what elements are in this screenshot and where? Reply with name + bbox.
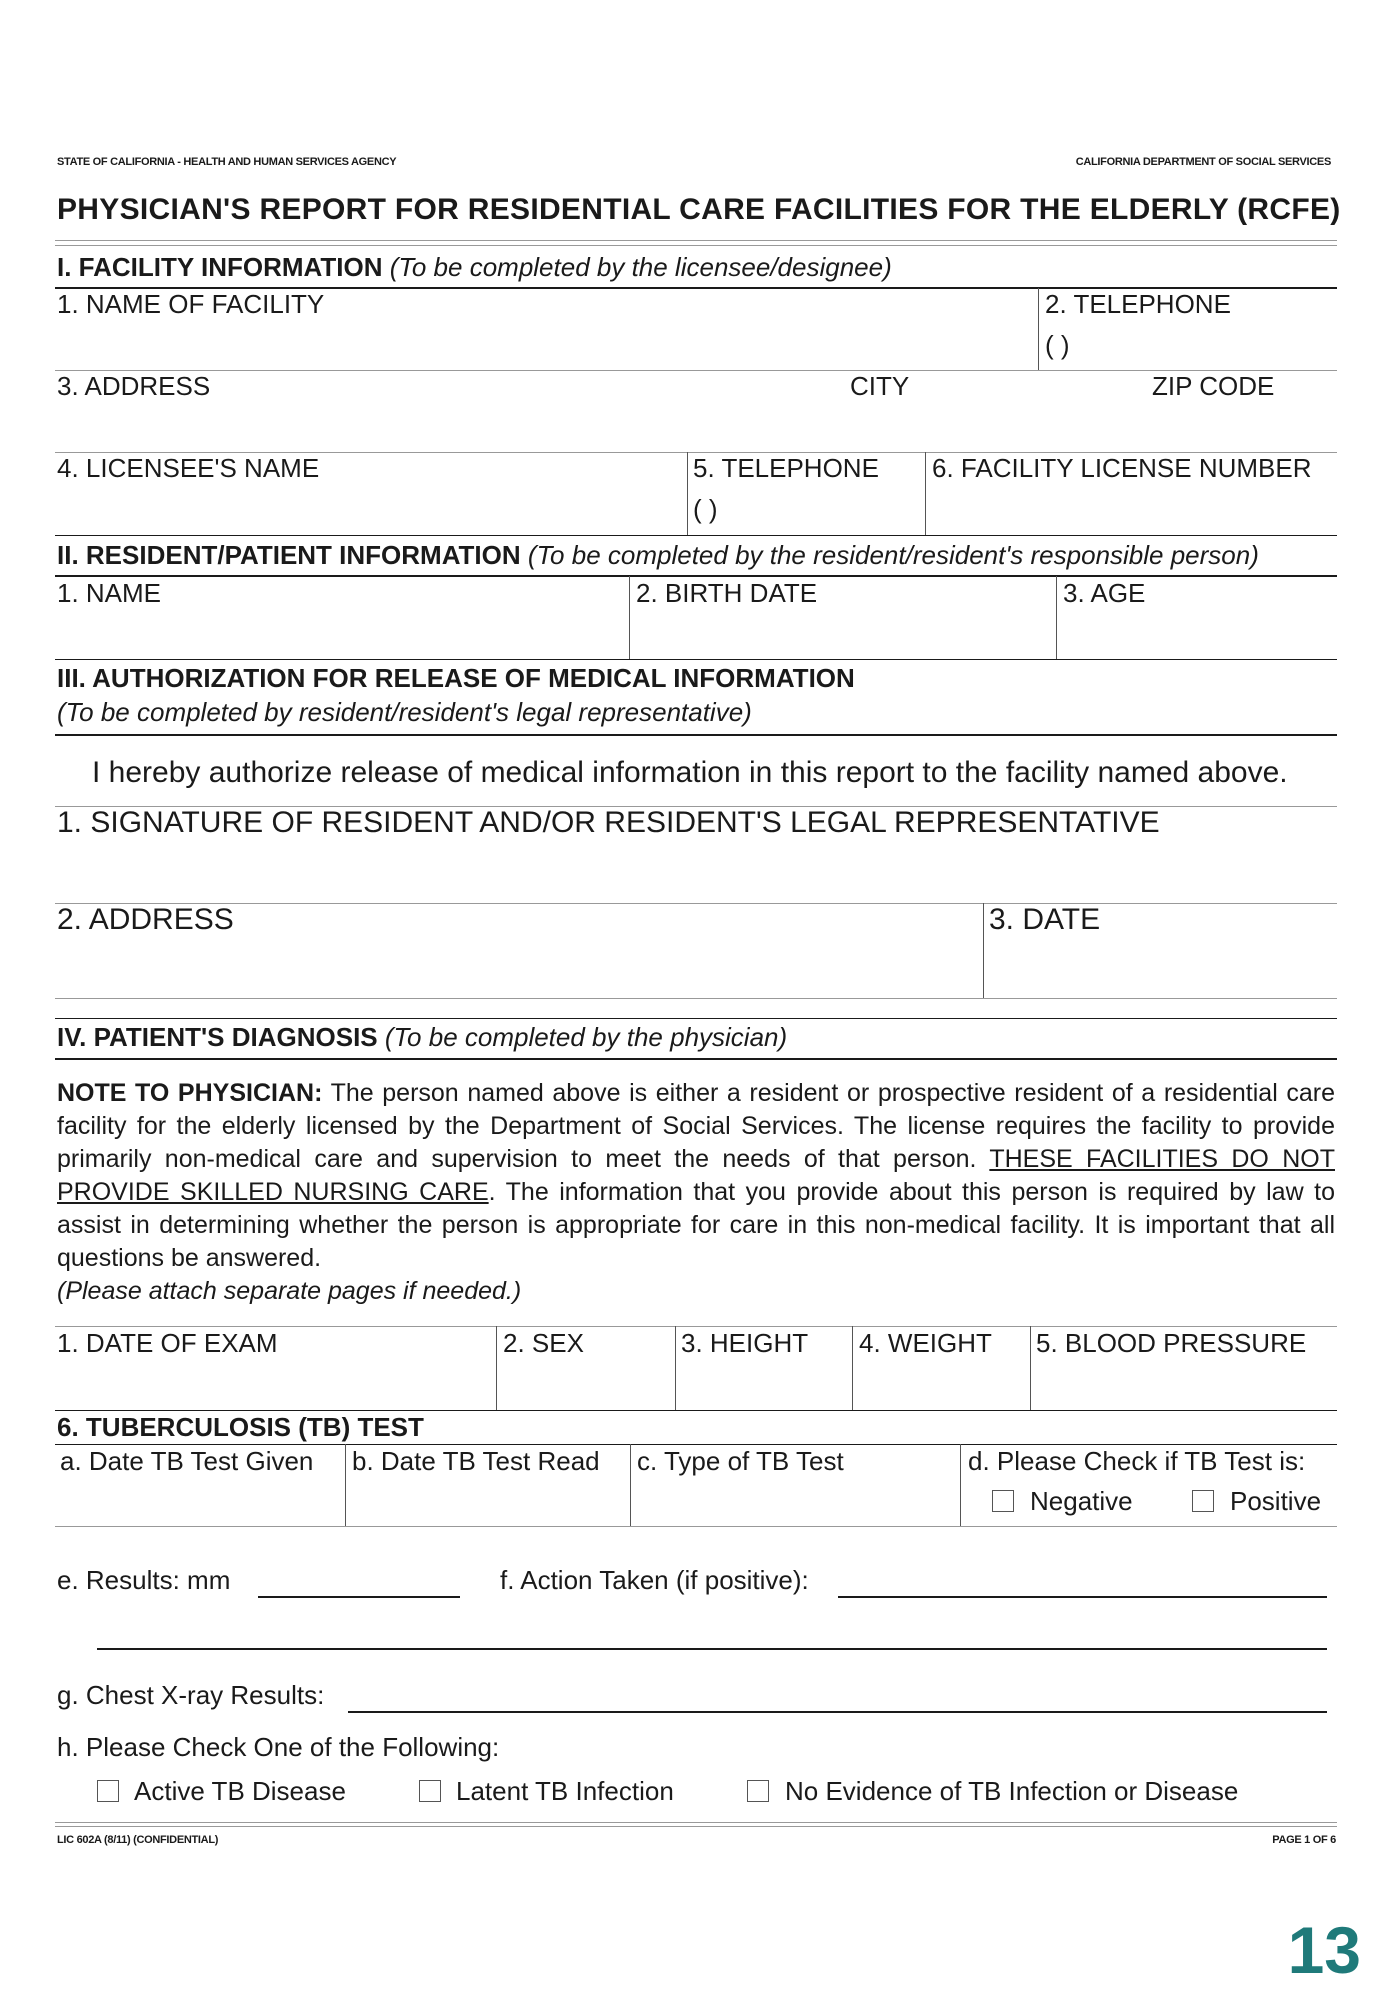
facility-name-label: 1. NAME OF FACILITY — [57, 289, 325, 319]
tb-date-read-input[interactable] — [355, 1484, 629, 1524]
section-2-note: (To be completed by the resident/resident's responsible person) — [527, 540, 1259, 570]
sex-input[interactable] — [506, 1364, 675, 1406]
rep-address-input[interactable] — [60, 945, 979, 991]
divider — [55, 1822, 1337, 1823]
check-one-label: h. Please Check One of the Following: — [57, 1732, 500, 1762]
no-evidence-checkbox[interactable] — [747, 1780, 769, 1802]
divider — [55, 1018, 1337, 1019]
physician-note-text-1: The person named above is either a resident or prospective resident of a residential care facility for the elderly licensed by the Department of Social Services. The license requires the facility to provide primarily non-medical care and supervision to meet the needs of that person. — [57, 1079, 1336, 1173]
facility-telephone-parens: ( ) — [1045, 330, 1070, 360]
rep-date-input[interactable] — [993, 945, 1335, 991]
no-evidence-label: No Evidence of TB Infection or Disease — [785, 1776, 1239, 1806]
divider — [1030, 1326, 1031, 1410]
action-taken-input[interactable] — [838, 1562, 1327, 1598]
divider — [983, 903, 984, 998]
rep-date-label: 3. DATE — [989, 903, 1101, 936]
physician-note-underlined: THESE FACILITIES DO NOT PROVIDE SKILLED NURSING CARE — [57, 1145, 1335, 1206]
results-label: e. Results: mm — [57, 1565, 231, 1595]
physician-note-text-2: . The information that you provide about this person is required by law to assist in determining whether the person is appropriate for care in this non-medical facility. It is important that all questions be answered. — [57, 1178, 1335, 1272]
positive-checkbox[interactable] — [1192, 1490, 1214, 1512]
negative-checkbox[interactable] — [992, 1490, 1014, 1512]
action-taken-label: f. Action Taken (if positive): — [500, 1565, 809, 1595]
height-input[interactable] — [684, 1364, 853, 1406]
age-label: 3. AGE — [1063, 578, 1146, 608]
divider — [55, 535, 1337, 536]
divider — [55, 734, 1337, 736]
positive-label: Positive — [1230, 1486, 1322, 1516]
section-3-note: (To be completed by resident/resident's legal representative) — [57, 697, 752, 727]
divider — [630, 1444, 631, 1526]
divider — [55, 1058, 1337, 1060]
latent-tb-checkbox[interactable] — [419, 1780, 441, 1802]
section-4-title: IV. PATIENT'S DIAGNOSIS — [57, 1022, 378, 1052]
age-input[interactable] — [1066, 612, 1335, 654]
exam-date-label: 1. DATE OF EXAM — [57, 1328, 278, 1358]
authorization-statement: I hereby authorize release of medical information in this report to the facility named above. — [92, 756, 1288, 789]
divider — [55, 1326, 1337, 1327]
section-3-heading: III. AUTHORIZATION FOR RELEASE OF MEDICAL INFORMATION — [57, 663, 855, 693]
facility-zip-label: ZIP CODE — [1152, 371, 1275, 401]
page-indicator: PAGE 1 OF 6 — [1272, 1834, 1336, 1846]
section-4-note: (To be completed by the physician) — [384, 1022, 788, 1052]
divider — [345, 1444, 346, 1526]
divider — [55, 240, 1337, 241]
physician-note-title: NOTE TO PHYSICIAN: — [57, 1079, 323, 1107]
results-input[interactable] — [258, 1562, 460, 1598]
agency-left: STATE OF CALIFORNIA - HEALTH AND HUMAN SERVICES AGENCY — [57, 156, 397, 168]
birth-date-label: 2. BIRTH DATE — [636, 578, 818, 608]
latent-tb-label: Latent TB Infection — [456, 1776, 674, 1806]
divider — [1038, 288, 1039, 370]
active-tb-label: Active TB Disease — [134, 1776, 346, 1806]
negative-label: Negative — [1030, 1486, 1133, 1516]
section-2-title: II. RESIDENT/PATIENT INFORMATION — [57, 540, 521, 570]
divider — [55, 659, 1337, 660]
height-label: 3. HEIGHT — [681, 1328, 809, 1358]
licensee-telephone-label: 5. TELEPHONE — [693, 453, 879, 483]
license-number-label: 6. FACILITY LICENSE NUMBER — [932, 453, 1312, 483]
divider — [629, 576, 630, 659]
divider — [675, 1326, 676, 1410]
page-number: 13 — [1287, 1913, 1361, 1987]
divider — [55, 903, 1337, 904]
tb-type-label: c. Type of TB Test — [637, 1446, 844, 1476]
tb-check-label: d. Please Check if TB Test is: — [968, 1446, 1306, 1476]
signature-input[interactable] — [60, 852, 1334, 898]
signature-label: 1. SIGNATURE OF RESIDENT AND/OR RESIDENT'S LEGAL REPRESENTATIVE — [57, 806, 1160, 839]
facility-telephone-label: 2. TELEPHONE — [1045, 289, 1231, 319]
divider — [55, 575, 1337, 577]
tb-date-read-label: b. Date TB Test Read — [352, 1446, 600, 1476]
weight-label: 4. WEIGHT — [859, 1328, 992, 1358]
section-4-heading — [57, 1022, 787, 1053]
facility-address-label: 3. ADDRESS — [57, 371, 211, 401]
blood-pressure-label: 5. BLOOD PRESSURE — [1036, 1328, 1307, 1358]
divider — [925, 452, 926, 535]
section-1-note: (To be completed by the licensee/designee) — [389, 252, 892, 282]
tb-type-input[interactable] — [640, 1484, 956, 1524]
divider — [55, 1826, 1337, 1827]
licensee-name-input[interactable] — [60, 487, 684, 529]
physician-note-attach: (Please attach separate pages if needed.) — [57, 1277, 522, 1305]
tb-test-heading: 6. TUBERCULOSIS (TB) TEST — [57, 1412, 424, 1442]
divider — [55, 245, 1337, 246]
rep-address-label: 2. ADDRESS — [57, 903, 234, 936]
xray-input[interactable] — [348, 1677, 1327, 1713]
divider — [496, 1326, 497, 1410]
divider — [55, 1526, 1337, 1527]
agency-right: CALIFORNIA DEPARTMENT OF SOCIAL SERVICES — [1075, 156, 1331, 168]
divider — [960, 1444, 961, 1526]
divider — [55, 1444, 1337, 1445]
section-1-title: I. FACILITY INFORMATION — [57, 252, 383, 282]
xray-label: g. Chest X-ray Results: — [57, 1680, 325, 1710]
form-id: LIC 602A (8/11) (CONFIDENTIAL) — [57, 1834, 219, 1846]
action-taken-continued-input[interactable] — [97, 1614, 1327, 1650]
resident-name-input[interactable] — [60, 612, 624, 654]
active-tb-checkbox[interactable] — [97, 1780, 119, 1802]
divider — [55, 1410, 1337, 1411]
section-1-heading — [57, 252, 892, 283]
facility-name-input[interactable] — [60, 323, 1034, 365]
divider — [852, 1326, 853, 1410]
licensee-telephone-input[interactable] — [775, 490, 919, 530]
divider — [55, 998, 1337, 999]
licensee-telephone-parens: ( ) — [693, 494, 718, 524]
tb-date-given-label: a. Date TB Test Given — [60, 1446, 314, 1476]
exam-date-input[interactable] — [60, 1364, 494, 1406]
physician-note — [57, 1077, 1335, 1308]
birth-date-input[interactable] — [640, 612, 1054, 654]
blood-pressure-input[interactable] — [1040, 1364, 1334, 1406]
resident-name-label: 1. NAME — [57, 578, 162, 608]
facility-address-input[interactable] — [60, 405, 1334, 447]
section-2-heading — [57, 540, 1259, 571]
facility-city-label: CITY — [850, 371, 910, 401]
form-title: PHYSICIAN'S REPORT FOR RESIDENTIAL CARE FACILITIES FOR THE ELDERLY (RCFE) — [57, 193, 1341, 226]
tb-date-given-input[interactable] — [62, 1484, 341, 1524]
divider — [1056, 576, 1057, 659]
facility-telephone-input[interactable] — [1125, 326, 1329, 366]
licensee-name-label: 4. LICENSEE'S NAME — [57, 453, 320, 483]
weight-input[interactable] — [862, 1364, 1026, 1406]
divider — [687, 452, 688, 535]
divider — [55, 370, 1337, 371]
sex-label: 2. SEX — [503, 1328, 584, 1358]
license-number-input[interactable] — [935, 490, 1334, 530]
